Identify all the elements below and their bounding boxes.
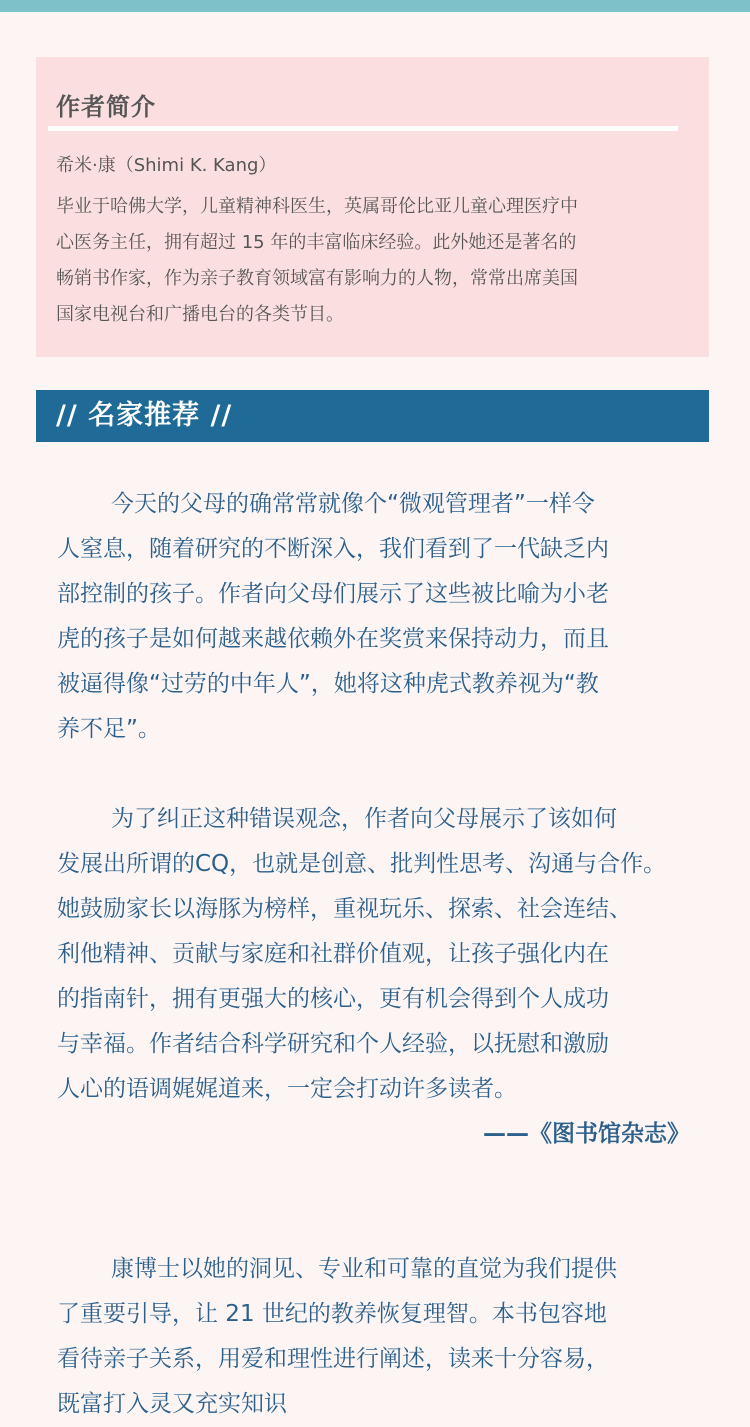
paragraph-line: 今天的父母的确常常就像个“微观管理者”一样令 [111, 491, 595, 517]
paragraph-line: 虎的孩子是如何越来越依赖外在奖赏来保持动力，而且 [57, 626, 609, 652]
author-bio-line: 国家电视台和广播电台的各类节目。 [56, 304, 344, 325]
recommendation-section-title: // 名家推荐 // [56, 400, 233, 431]
paragraph-line: 她鼓励家长以海豚为榜样，重视玩乐、探索、社会连结、 [57, 896, 632, 922]
heading-divider [48, 126, 678, 131]
paragraph-line: 人窒息，随着研究的不断深入，我们看到了一代缺乏内 [57, 536, 609, 562]
recommendation-section-header [36, 390, 709, 442]
paragraph-line: 人心的语调娓娓道来，一定会打动许多读者。 [57, 1076, 517, 1102]
recommendation-paragraph [57, 797, 697, 1112]
paragraph-line: 既富打入灵又充实知识 [57, 1391, 287, 1417]
paragraph-line: 了重要引导，让 21 世纪的教养恢复理智。本书包容地 [57, 1301, 607, 1327]
paragraph-line: 利他精神、贡献与家庭和社群价值观，让孩子强化内在 [57, 941, 609, 967]
paragraph-line: 的指南针，拥有更强大的核心，更有机会得到个人成功 [57, 986, 609, 1012]
recommendation-paragraph [57, 1247, 697, 1427]
paragraph-line: 看待亲子关系，用爱和理性进行阐述，读来十分容易， [57, 1346, 609, 1372]
recommendation-paragraph [57, 482, 697, 752]
author-bio-line: 毕业于哈佛大学，儿童精神科医生，英属哥伦比亚儿童心理医疗中 [56, 196, 578, 217]
quote-attribution: ——《图书馆杂志》 [483, 1121, 690, 1147]
paragraph-line: 被逼得像“过劳的中年人”，她将这种虎式教养视为“教 [57, 671, 599, 697]
paragraph-line: 部控制的孩子。作者向父母们展示了这些被比喻为小老 [57, 581, 609, 607]
author-bio-line: 畅销书作家，作为亲子教育领域富有影响力的人物，常常出席美国 [56, 268, 578, 289]
author-name: 希米·康（Shimi K. Kang） [56, 155, 277, 176]
paragraph-line: 与幸福。作者结合科学研究和个人经验，以抚慰和激励 [57, 1031, 609, 1057]
author-intro-card [36, 57, 709, 357]
paragraph-line: 发展出所谓的CQ，也就是创意、批判性思考、沟通与合作。 [57, 851, 667, 877]
author-bio [56, 189, 666, 333]
author-bio-line: 心医务主任，拥有超过 15 年的丰富临床经验。此外她还是著名的 [56, 232, 577, 253]
top-accent-bar [0, 0, 750, 12]
paragraph-line: 为了纠正这种错误观念，作者向父母展示了该如何 [111, 806, 617, 832]
paragraph-line: 康博士以她的洞见、专业和可靠的直觉为我们提供 [111, 1256, 617, 1282]
paragraph-line: 养不足”。 [57, 716, 161, 742]
author-intro-heading: 作者简介 [56, 93, 156, 121]
